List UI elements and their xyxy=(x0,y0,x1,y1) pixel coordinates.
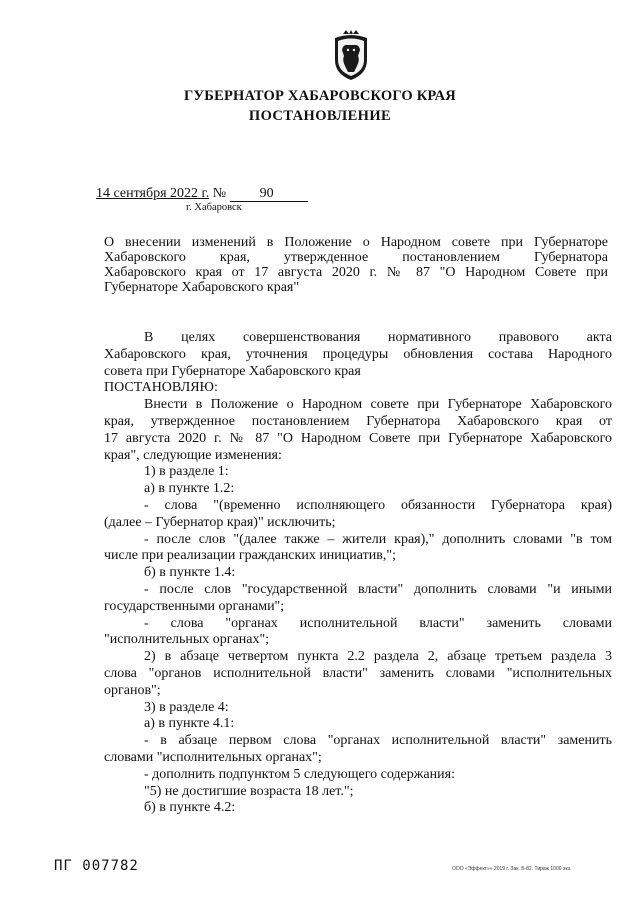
date-number-line xyxy=(96,186,308,202)
document-type: ПОСТАНОВЛЕНИЕ xyxy=(248,108,392,124)
body-line: - дополнить подпунктом 5 следующего содержания: xyxy=(144,766,455,782)
subject-line: О внесении изменений в Положение о Народном совете при Губернаторе xyxy=(104,235,608,250)
document-body xyxy=(104,330,612,817)
body-line: органов"; xyxy=(104,682,161,698)
body-line: (далее – Губернатор края)" исключить; xyxy=(104,514,336,530)
body-line: - после слов "(далее также – жители края)," дополнить словами "в том xyxy=(144,531,612,547)
body-line: Внести в Положение о Народном совете при Губернаторе Хабаровского xyxy=(144,397,612,413)
body-line: 17 августа 2020 г. № 87 "О Народном Совете при Губернаторе Хабаровского xyxy=(104,430,612,446)
body-line: - после слов "государственной власти" дополнить словами "и иными xyxy=(144,581,612,597)
body-line: - в абзаце первом слова "органах исполнительной власти" заменить xyxy=(144,733,612,749)
body-line: - слова "органах исполнительной власти" заменить словами xyxy=(144,615,612,631)
body-line: а) в пункте 1.2: xyxy=(144,481,235,497)
document-subject xyxy=(104,235,608,295)
body-line: б) в пункте 1.4: xyxy=(144,565,236,581)
issuer-title: ГУБЕРНАТОР ХАБАРОВСКОГО КРАЯ xyxy=(184,88,456,104)
body-line: числе при реализации гражданских инициатив,"; xyxy=(104,548,396,564)
body-line: Хабаровского края, уточнения процедуры обновления состава Народного xyxy=(104,346,612,362)
body-line: В целях совершенствования нормативного правового акта xyxy=(144,330,612,345)
body-line: 1) в разделе 1: xyxy=(144,464,229,480)
body-line: - слова "(временно исполняющего обязанности Губернатора края) xyxy=(144,497,612,513)
form-serial-code: ПГ 007782 xyxy=(54,858,139,874)
coat-of-arms-icon xyxy=(329,30,373,82)
body-line: 3) в разделе 4: xyxy=(144,699,229,715)
document-date: 14 сентября 2022 г. xyxy=(96,186,210,201)
body-line: совета при Губернаторе Хабаровского края xyxy=(104,363,361,379)
body-line: слова "органов исполнительной власти" заменить словами "исполнительных xyxy=(104,665,612,681)
body-line: края, утвержденное постановлением Губернатора Хабаровского края от xyxy=(104,413,612,429)
body-line: "исполнительных органах"; xyxy=(104,632,270,648)
number-label: № xyxy=(212,186,227,201)
body-line: а) в пункте 4.1: xyxy=(144,716,235,732)
body-line: словами "исполнительных органах"; xyxy=(104,749,322,765)
body-line: "5) не достигшие возраста 18 лет."; xyxy=(144,783,354,799)
subject-line: Хабаровского края, утвержденное постановлением Губернатора xyxy=(104,250,608,265)
body-line: края", следующие изменения: xyxy=(104,447,282,463)
print-info: ООО «Эффект»» 2019 г. Зак. Б-82. Тираж 1000 экз. xyxy=(452,866,572,872)
body-line: ПОСТАНОВЛЯЮ: xyxy=(104,380,218,396)
subject-line: Хабаровского края от 17 августа 2020 г. № 87 "О Народном Совете при xyxy=(104,265,608,280)
city-label: г. Хабаровск xyxy=(186,202,242,213)
body-line: 2) в абзаце четвертом пункта 2.2 раздела 2, абзаце третьем раздела 3 xyxy=(144,649,612,665)
subject-line: Губернаторе Хабаровского края" xyxy=(104,280,300,295)
document-number: 90 xyxy=(230,187,308,202)
body-line: б) в пункте 4.2: xyxy=(144,800,236,816)
body-line: государственными органами"; xyxy=(104,598,285,614)
